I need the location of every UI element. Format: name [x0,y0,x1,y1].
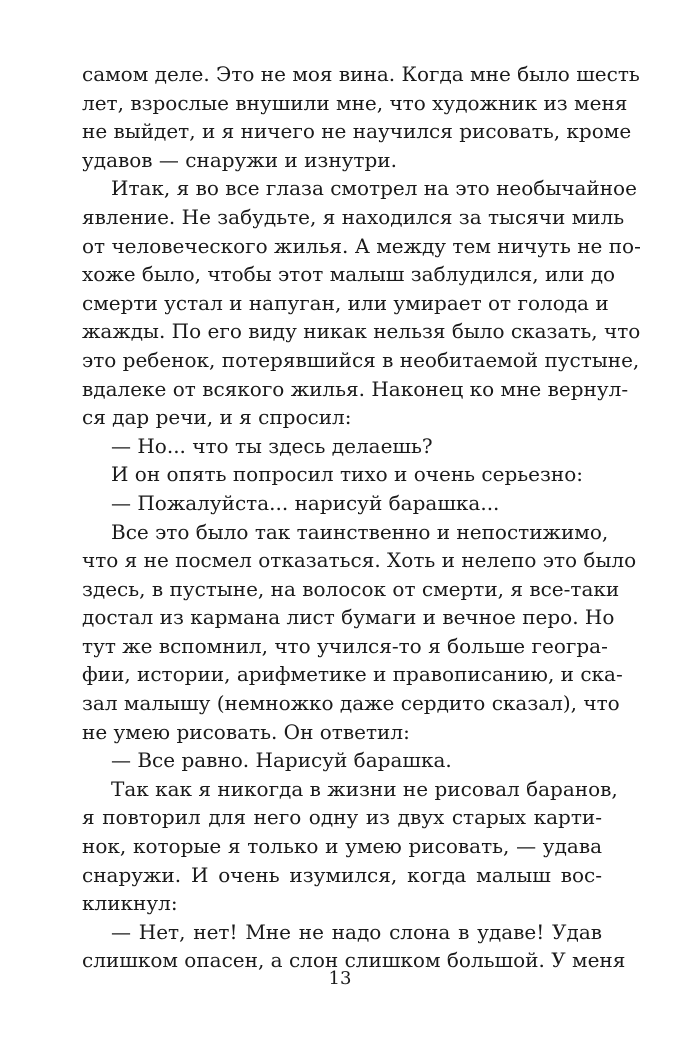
text-line: смерти устал и напуган, или умирает от голода и [82,290,609,315]
text-line: не выйдет, и я ничего не научился рисовать, кроме [82,119,632,144]
text-line: фии, истории, арифметике и правописанию, и ска- [82,662,623,687]
text-line: явление. Не забудьте, я находился за тысячи миль [82,204,625,229]
text-line: вдалеке от всякого жилья. Наконец ко мне вернул- [82,376,629,401]
text-line: что я не посмел отказаться. Хоть и нелепо это было [82,548,637,573]
page-number: 13 [328,968,352,989]
text-line: лет, взрослые внушили мне, что художник из меня [82,90,628,115]
text-line: жажды. По его виду никак нельзя было сказать, что [82,319,641,344]
text-line: Все это было так таинственно и непостижимо, [111,519,609,544]
text-line: нок, которые я только и умею рисовать, — удава [82,834,602,859]
text-line: достал из кармана лист бумаги и вечное перо. Но [82,605,615,630]
text-line: хоже было, чтобы этот малыш заблудился, или до [82,262,616,287]
text-line: от человеческого жилья. А между тем ничуть не по- [82,233,641,258]
text-line: — Но... что ты здесь делаешь? [111,433,433,458]
text-line: слишком опасен, а слон слишком большой. У меня [82,948,626,973]
text-line: Так как я никогда в жизни не рисовал баранов, [111,776,618,801]
text-line: не умею рисовать. Он ответил: [82,719,410,744]
text-line: И он опять попросил тихо и очень серьезно: [111,462,583,487]
text-line: тут же вспомнил, что учился-то я больше геогра- [82,633,608,658]
text-line: здесь, в пустыне, на волосок от смерти, я все-таки [82,576,620,601]
text-line: — Нет, нет! Мне не надо слона в удаве! Удав [111,919,602,944]
text-line: удавов — снаружи и изнутри. [82,147,397,172]
text-line: это ребенок, потерявшийся в необитаемой пустыне, [82,347,640,372]
text-line: снаружи. И очень изумился, когда малыш вос- [82,862,602,887]
body-text [82,60,641,975]
text-line: самом деле. Это не моя вина. Когда мне было шесть [82,62,640,86]
text-line: зал малышу (немножко даже сердито сказал), что [82,691,620,716]
text-line: кликнул: [82,891,178,916]
text-line: я повторил для него одну из двух старых карти- [82,805,602,830]
text-line: Итак, я во все глаза смотрел на это необычайное [111,176,637,201]
text-line: ся дар речи, и я спросил: [82,405,352,430]
text-line: — Пожалуйста... нарисуй барашка... [111,490,500,515]
text-line: — Все равно. Нарисуй барашка. [111,748,452,773]
